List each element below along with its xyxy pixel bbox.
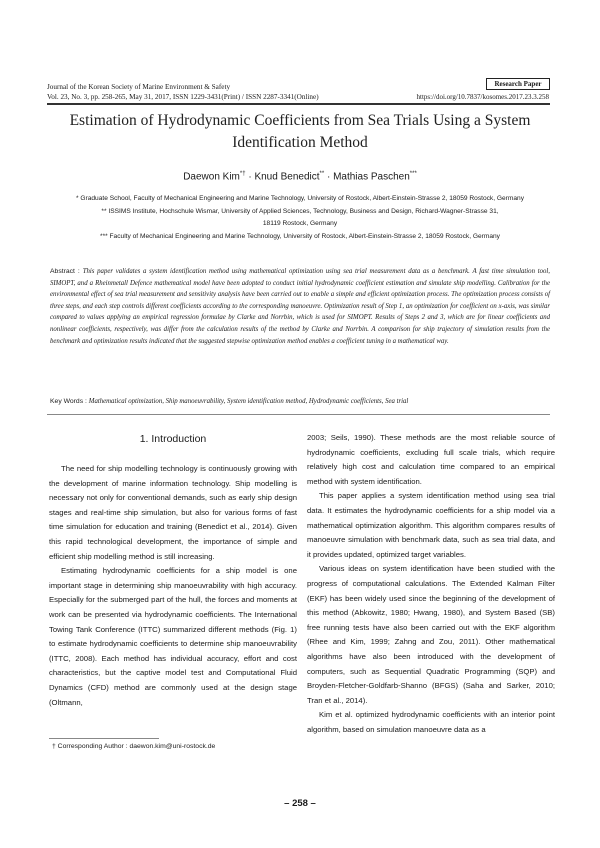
abstract-label: Abstract :	[50, 268, 83, 275]
paragraph: 2003; Seils, 1990). These methods are the most reliable source of hydrodynamic coefficients, excluding full scale trials, which require relatively high cost and calculation time compared to an empirical method with system identification.	[307, 433, 555, 486]
journal-info	[47, 82, 319, 102]
paper-type-badge: Research Paper	[486, 78, 550, 90]
affiliation: ** ISSIMS Institute, Hochschule Wismar, University of Applied Sciences, Technology, Business and Design, Richard-Wagner-Strasse 31,	[101, 208, 499, 215]
section-heading: 1. Introduction	[139, 433, 207, 445]
footnote: † Corresponding Author : daewon.kim@uni-rostock.de	[52, 743, 216, 750]
paragraph: Kim et al. optimized hydrodynamic coefficients with an interior point algorithm, based on simulation manoeuvre data as a	[307, 710, 555, 734]
paragraph: This paper applies a system identification method using sea trial data. It estimates the hydrodynamic coefficients for a ship model via a mathematical optimization algorithm. This algorithm compares results of manoeuvre simulation with benchmark data, such as sea trial data, and it provides updated, optimized target variables.	[307, 491, 555, 559]
footnote-rule	[49, 738, 159, 739]
author-mark: **	[319, 171, 325, 177]
page-number: – 258 –	[284, 798, 316, 809]
abstract	[50, 266, 550, 347]
abstract-text: This paper validates a system identification method using mathematical optimization using sea trial measurement data as a benchmark. A fast time simulation tool, SIMOPT, and a Rheinmetall Defence mathematical model have been adopted to conduct initial hydrodynamic coefficient estimation and simulate ship modelling. Calibration for the environmental effect of sea trial measurement and sensitivity analysis have been carried out to enable a simple and efficient optimization process. The optimization process consists of three steps, and each step controls different coefficients according to the corresponding manoeuvre. Optimization result of Step 1, an optimization for coefficient on x-axis, was similar compared to values applying an empirical regression formulae by Clarke and Norrbin, which is used for SIMOPT. Results of Steps 2 and 3, which are for linear coefficients and nonlinear coefficients, respectively, was differ from the calculation results of the method by Clarke and Norrbin. A comparison for ship trajectory of simulation results from the benchmark and optimization results indicated that the suggested stepwise optimization method enables a coefficient tuning in a mathematical way.	[50, 268, 550, 345]
author-list	[0, 171, 600, 182]
divider	[47, 414, 550, 415]
author-name: Mathias Paschen	[333, 171, 410, 183]
affiliation: * Graduate School, Faculty of Mechanical Engineering and Marine Technology, University of Rostock, Albert-Einstein-Strasse 2, 18059 Rostock, Germany	[76, 195, 524, 202]
author-name: Knud Benedict	[254, 171, 320, 183]
paragraph: Estimating hydrodynamic coefficients for a ship model is one important stage in determining ship manoeuvrability with high accuracy. Especially for the submerged part of the hull, the forces and moments at work can be presented via hydrodynamic coefficients. The International Towing Tank Conference (ITTC) summarized different methods (Fig. 1) to estimate hydrodynamic coefficients to determine ship manoeuvrability (ITTC, 2008). Each method has individual accuracy, effort and cost characteristics, but the captive model test and Computational Fluid Dynamics (CFD) method are commonly used at the design stage (Oltmann,	[49, 566, 297, 707]
author-mark: ***	[409, 171, 417, 177]
keywords-label: Key Words :	[50, 398, 89, 405]
author-mark: *†	[239, 171, 246, 177]
keywords-text: Mathematical optimization, Ship manoeuvrability, System identification method, Hydrodynamic coefficients, Sea trial	[88, 398, 409, 405]
author-name: Daewon Kim	[183, 171, 240, 183]
body-column-right	[307, 431, 555, 737]
title-line-1: Estimation of Hydrodynamic Coefficients from Sea Trials Using a System	[69, 112, 531, 129]
affiliation: 18119 Rostock, Germany	[262, 220, 338, 227]
header-rule	[47, 103, 550, 105]
paragraph: The need for ship modelling technology is continuously growing with the development of marine information technology. Ship modelling is necessary not only for conventional demands, such as early ship design stages and real-time ship simulation, but also for various forms of fast time simulation for education and training (Benedict et al., 2014). Given this rapid technological development, the importance of simple and efficient ship modelling method is still increasing.	[49, 464, 297, 561]
author-separator: ·	[324, 171, 334, 183]
journal-name: Journal of the Korean Society of Marine Environment & Safety	[47, 83, 231, 91]
author-separator: ·	[245, 171, 255, 183]
doi-link[interactable]: https://doi.org/10.7837/kosomes.2017.23.3.258	[416, 93, 549, 101]
keywords	[50, 398, 550, 405]
journal-volume: Vol. 23, No. 3, pp. 258-265, May 31, 2017, ISSN 1229-3431(Print) / ISSN 2287-3341(Online)	[47, 93, 319, 101]
paragraph: Various ideas on system identification have been studied with the progress of computational calculations. The Extended Kalman Filter (EKF) has been widely used since the beginning of the development of this method (Abkowitz, 1980; Hwang, 1980), and System Based (SB) free running tests have also been carried out with the EKF algorithm (Rhee and Kim, 1999; Zahng and Zou, 2011). Other mathematical algorithms have also been introduced with the development of computers, such as Sequential Quadratic Programming (SQP) and Broyden-Fletcher-Goldfarb-Shanno (BFGS) (Saha and Sarker, 2010; Tran et al., 2014).	[307, 564, 555, 705]
title-line-2: Identification Method	[232, 134, 368, 151]
affiliation: *** Faculty of Mechanical Engineering and Marine Technology, University of Rostock, Albert-Einstein-Strasse 2, 18059 Rostock, Germany	[100, 233, 500, 240]
body-column-left	[49, 462, 297, 710]
paper-title	[40, 110, 560, 154]
